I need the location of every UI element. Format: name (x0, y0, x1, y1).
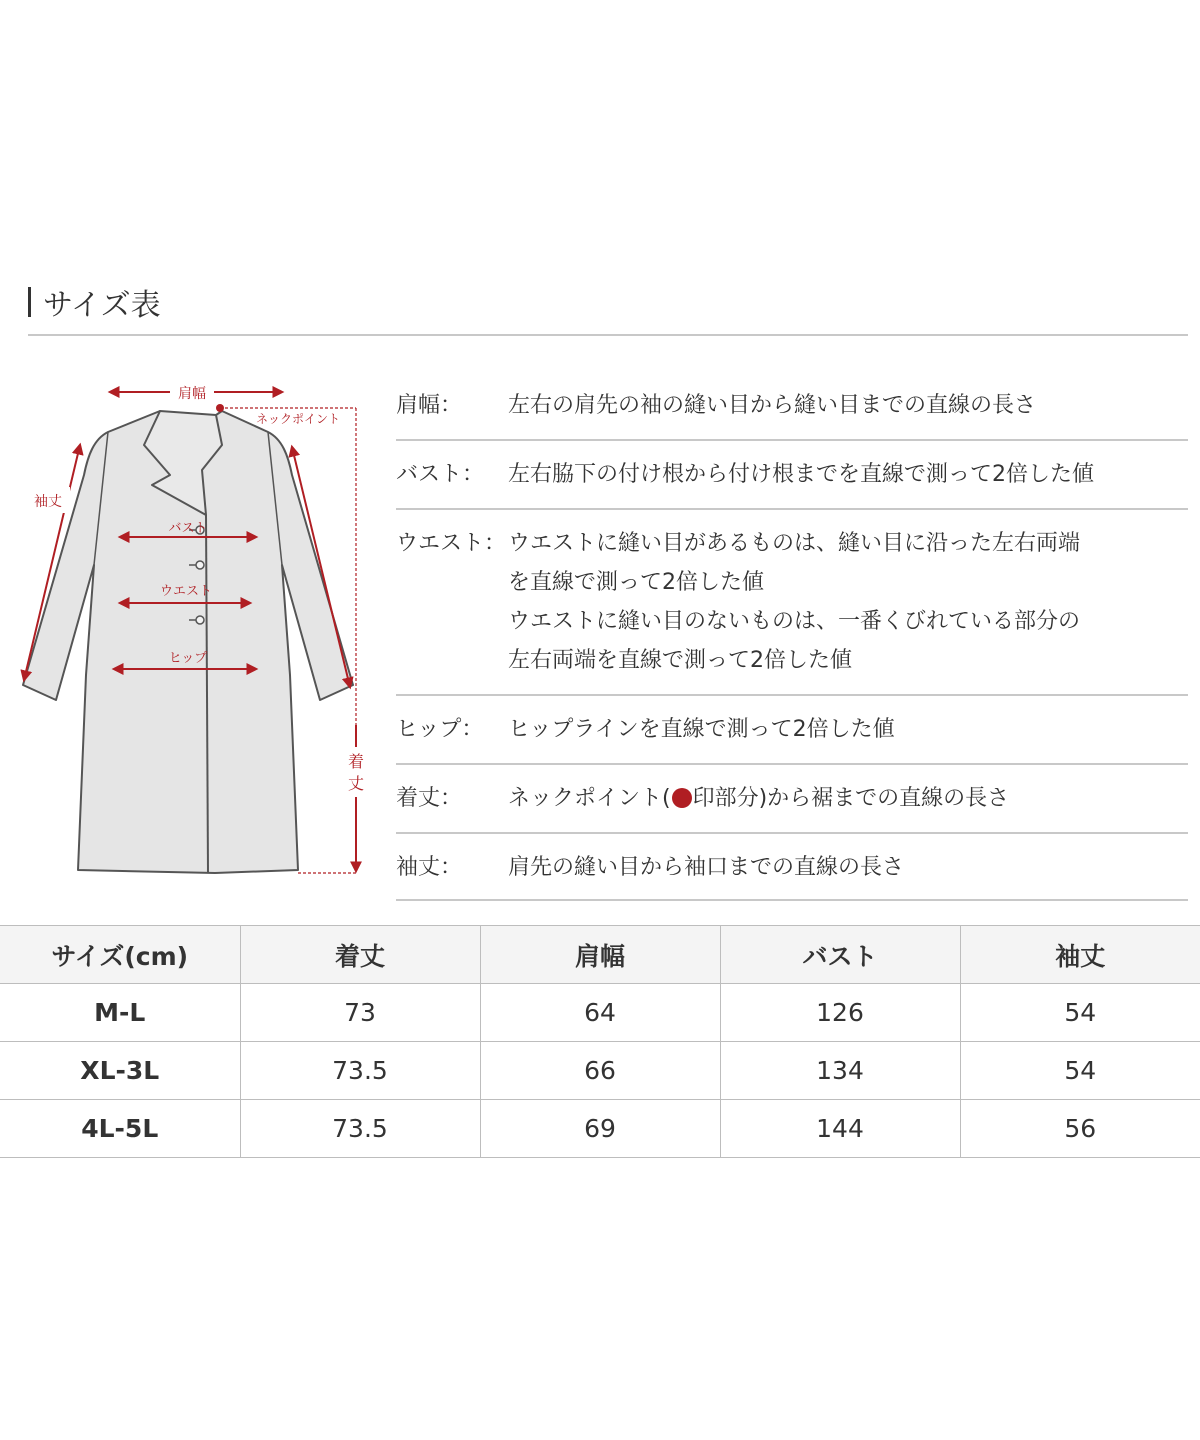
definition-shoulder (396, 372, 1188, 441)
definition-term: バスト： (396, 462, 485, 487)
size-cell: 4L-5L (0, 1100, 240, 1158)
definition-line: 肩先の縫い目から袖口までの直線の長さ (508, 855, 905, 880)
table-row (0, 984, 1200, 1042)
definition-line: ウエストに縫い目があるものは、縫い目に沿った左右両端 (508, 531, 1081, 556)
measurement-definitions (396, 372, 1188, 901)
neck-point-dot-icon (672, 788, 692, 808)
definition-line (508, 779, 1188, 818)
definition-line: ヒップラインを直線で測って2倍した値 (508, 717, 895, 742)
bust-label: バスト (168, 521, 208, 536)
definition-sleeve (396, 834, 1188, 901)
column-header: バスト (720, 926, 960, 984)
table-cell: 66 (480, 1042, 720, 1100)
waist-label: ウエスト (159, 584, 213, 599)
coat-measurement-diagram (20, 375, 380, 885)
definition-text (508, 386, 1188, 425)
section-title-text: サイズ表 (43, 288, 161, 323)
title-divider (28, 334, 1188, 336)
table-cell: 56 (960, 1100, 1200, 1158)
definition-hip (396, 696, 1188, 765)
definition-line-end: 印部分)から裾までの直線の長さ (692, 786, 1010, 811)
sleeve-label: 袖丈 (34, 494, 62, 510)
definition-text (508, 524, 1188, 680)
definition-line: 左右脇下の付け根から付け根までを直線で測って2倍した値 (508, 462, 1094, 487)
table-cell: 54 (960, 984, 1200, 1042)
definition-line: 左右両端を直線で測って2倍した値 (508, 648, 852, 673)
table-cell: 54 (960, 1042, 1200, 1100)
table-cell: 69 (480, 1100, 720, 1158)
definition-bust (396, 441, 1188, 510)
definition-term: ウエスト： (396, 531, 507, 556)
table-header-row (0, 926, 1200, 984)
table-row (0, 1100, 1200, 1158)
table-cell: 126 (720, 984, 960, 1042)
title-bar (28, 287, 31, 317)
size-cell: XL-3L (0, 1042, 240, 1100)
definition-text (508, 710, 1188, 749)
definition-line-start: ネックポイント( (508, 786, 671, 811)
table-cell: 64 (480, 984, 720, 1042)
definition-text (508, 779, 1188, 818)
section-title (28, 282, 1188, 322)
definition-term: 肩幅： (396, 393, 463, 418)
column-header: 袖丈 (960, 926, 1200, 984)
shoulder-label: 肩幅 (178, 386, 206, 402)
definition-term: 着丈： (396, 786, 463, 811)
table-cell: 134 (720, 1042, 960, 1100)
table-cell: 73.5 (240, 1042, 480, 1100)
definition-line: ウエストに縫い目のないものは、一番くびれている部分の (508, 609, 1081, 634)
length-label-top: 着 (347, 752, 365, 771)
length-label-bottom: 丈 (347, 774, 365, 793)
column-header: サイズ(cm) (0, 926, 240, 984)
column-header: 肩幅 (480, 926, 720, 984)
neck-point-label: ネックポイント (256, 412, 341, 426)
definition-term: ヒップ： (396, 717, 484, 742)
hip-label: ヒップ (168, 651, 208, 666)
definition-waist (396, 510, 1188, 696)
section-header (28, 282, 1188, 322)
definition-line: 左右の肩先の袖の縫い目から縫い目までの直線の長さ (508, 393, 1037, 418)
table-row (0, 1042, 1200, 1100)
definition-text (508, 455, 1188, 494)
size-table (0, 925, 1200, 1158)
definition-term: 袖丈： (396, 855, 463, 880)
table-cell: 144 (720, 1100, 960, 1158)
definition-length (396, 765, 1188, 834)
definition-line: を直線で測って2倍した値 (508, 570, 764, 595)
definition-text (508, 848, 1188, 887)
column-header: 着丈 (240, 926, 480, 984)
size-cell: M-L (0, 984, 240, 1042)
table-cell: 73.5 (240, 1100, 480, 1158)
table-cell: 73 (240, 984, 480, 1042)
